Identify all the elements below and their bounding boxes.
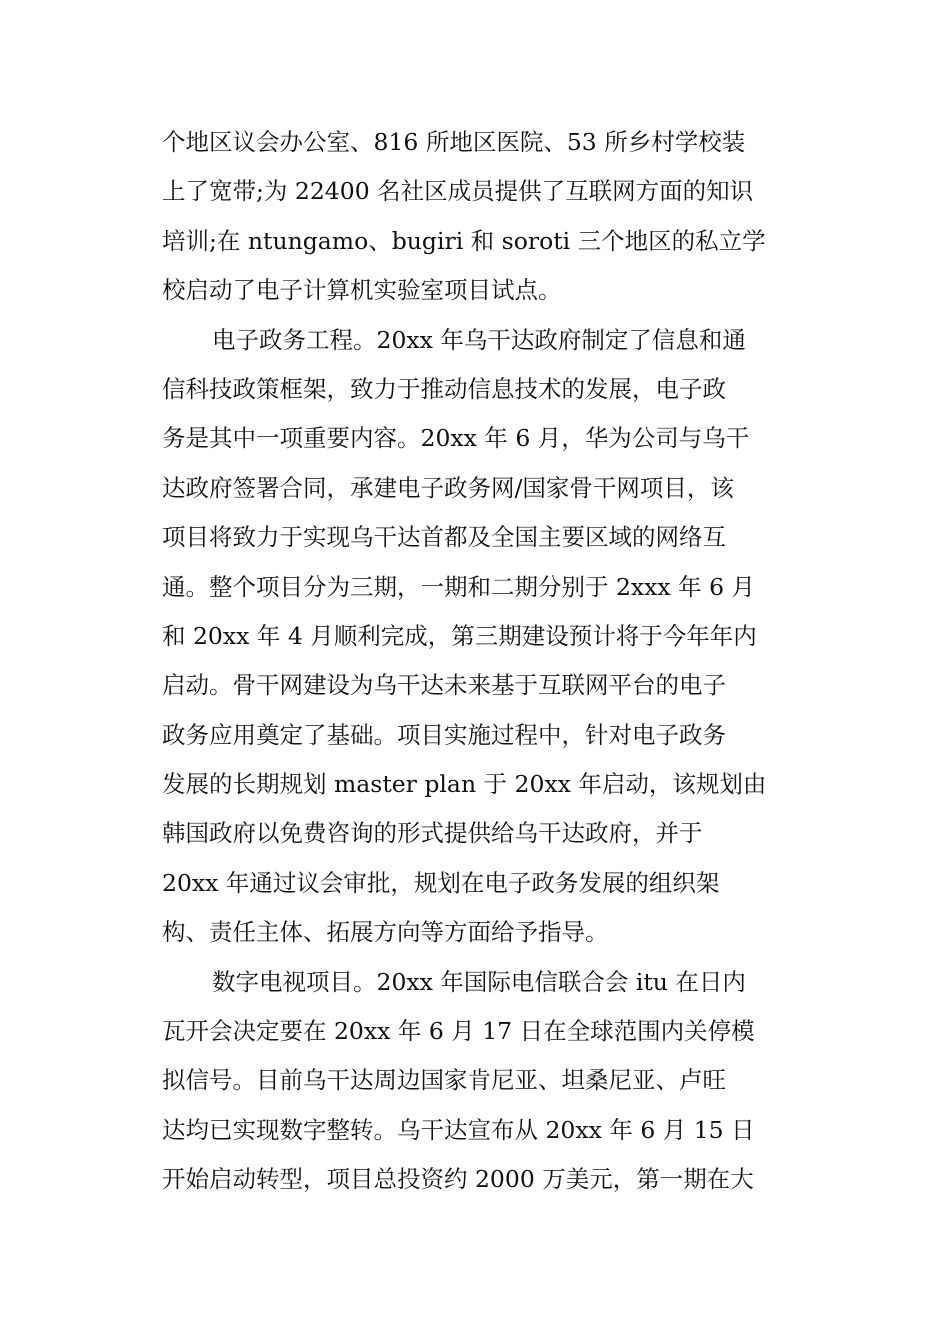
text-line: 信科技政策框架，致力于推动信息技术的发展，电子政 bbox=[162, 374, 726, 403]
text-line: 瓦开会决定要在 20xx 年 6 月 17 日在全球范围内关停模 bbox=[162, 1017, 755, 1046]
text-line: 和 20xx 年 4 月顺利完成，第三期建设预计将于今年年内 bbox=[162, 621, 757, 650]
text-line: 校启动了电子计算机实验室项目试点。 bbox=[162, 276, 562, 305]
text-line: 项目将致力于实现乌干达首都及全国主要区域的网络互 bbox=[162, 523, 726, 552]
paragraph-digital-tv bbox=[162, 958, 790, 1205]
text-line: 培训;在 ntungamo、bugiri 和 soroti 三个地区的私立学 bbox=[162, 226, 766, 255]
text-line: 上了宽带;为 22400 名社区成员提供了互联网方面的知识 bbox=[162, 177, 754, 206]
paragraph-broadband bbox=[162, 118, 790, 316]
text-line: 务是其中一项重要内容。20xx 年 6 月，华为公司与乌干 bbox=[162, 424, 750, 453]
text-line: 发展的长期规划 master plan 于 20xx 年启动，该规划由 bbox=[162, 770, 767, 799]
document-body bbox=[162, 118, 790, 1205]
text-line: 拟信号。目前乌干达周边国家肯尼亚、坦桑尼亚、卢旺 bbox=[162, 1066, 726, 1095]
text-line: 通。整个项目分为三期，一期和二期分别于 2xxx 年 6 月 bbox=[162, 572, 756, 601]
text-line: 政务应用奠定了基础。项目实施过程中，针对电子政务 bbox=[162, 720, 726, 749]
text-line: 个地区议会办公室、816 所地区医院、53 所乡村学校装 bbox=[162, 128, 746, 156]
text-line: 达政府签署合同，承建电子政务网/国家骨干网项目，该 bbox=[162, 473, 734, 502]
text-line: 构、责任主体、拓展方向等方面给予指导。 bbox=[162, 918, 609, 947]
text-line: 电子政务工程。20xx 年乌干达政府制定了信息和通 bbox=[212, 325, 746, 354]
text-line: 开始启动转型，项目总投资约 2000 万美元，第一期在大 bbox=[162, 1165, 754, 1194]
text-line: 启动。骨干网建设为乌干达未来基于互联网平台的电子 bbox=[162, 671, 726, 700]
text-line: 韩国政府以免费咨询的形式提供给乌干达政府，并于 bbox=[162, 819, 703, 848]
paragraph-e-government bbox=[162, 316, 790, 958]
text-line: 20xx 年通过议会审批，规划在电子政务发展的组织架 bbox=[162, 868, 720, 897]
text-line: 达均已实现数字整转。乌干达宣布从 20xx 年 6 月 15 日 bbox=[162, 1115, 755, 1144]
text-line: 数字电视项目。20xx 年国际电信联合会 itu 在日内 bbox=[212, 967, 746, 996]
